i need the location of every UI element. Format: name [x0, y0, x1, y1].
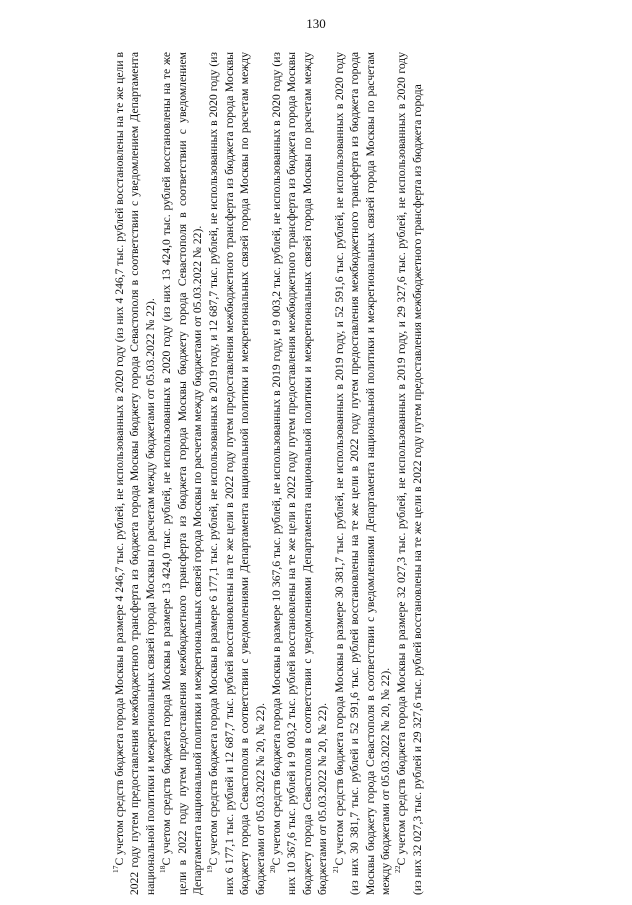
footnote-marker: 18 [158, 865, 168, 873]
footnote-marker: 21 [330, 865, 340, 873]
footnote-18 [159, 52, 205, 895]
footnote-text: С учетом средств бюджета города Москвы в размере 30 381,7 тыс. рублей, не использованных в 2019 году, и 52 591,6 тыс. рублей, не использованных в 2020 году (из них 30 381,7 тыс. рублей и 52 591,6 тыс. рублей восстановлены на те же цели в 2022 году путем предоставления межбюджетного трансферта из бюджета города Москвы бюджету города Севастополя в соответствии с уведомлениями Департамента национальной политики и межрегиональных связей города Москвы по расчетам между бюджетами от 05.03.2022 № 20, № 22). [332, 52, 392, 895]
footnote-text: С учетом средств бюджета города Москвы в размере 6 177,1 тыс. рублей, не использованных в 2019 году, и 12 687,7 тыс. рублей, не использованных в 2020 году (из них 6 177,1 тыс. рублей и 12 687,7 тыс. рублей восстановлены на те же цели в 2022 году путем предоставления межбюджетного трансферта из бюджета города Москвы бюджету города Севастополя в соответствии с уведомлениями Департамента национальной политики и межрегиональных связей города Москвы по расчетам между бюджетами от 05.03.2022 № 20, № 22). [207, 52, 267, 895]
footnote-marker: 20 [268, 865, 278, 873]
footnote-text: С учетом средств бюджета города Москвы в размере 4 246,7 тыс. рублей, не использованных в 2020 году (из них 4 246,7 тыс. рублей восстановлены на те же цели в 2022 году путем предоставления межбюджетного трансферта из бюджета города Москвы бюджету города Севастополя в соответствии с уведомлением Департамента национальной политики и межрегиональных связей города Москвы по расчетам между бюджетами от 05.03.2022 № 22). [113, 52, 157, 895]
footnote-text: С учетом средств бюджета города Москвы в размере 32 027,3 тыс. рублей, не использованных в 2019 году, и 29 327,6 тыс. рублей, не использованных в 2020 году (из них 32 027,3 тыс. рублей и 29 327,6 тыс. рублей восстановлены на те же цели в 2022 году путем предоставления межбюджетного трансферта из бюджета города [395, 52, 424, 895]
footnote-marker: 17 [111, 865, 121, 873]
footnote-marker: 22 [393, 865, 403, 873]
footnote-text: С учетом средств бюджета города Москвы в размере 13 424,0 тыс. рублей, не использованных в 2020 году (из них 13 424,0 тыс. рублей восстановлены на те же цели в 2022 году путем предоставления межбюджетного трансферта из бюджета города Москвы бюджету города Севастополя в соответствии с уведомлением Департамента национальной политики и межрегиональных связей города Москвы по расчетам между бюджетами от 05.03.2022 № 22). [160, 52, 205, 895]
footnote-22 [394, 52, 425, 895]
footnote-21 [332, 52, 394, 895]
footnote-20 [269, 52, 331, 895]
footnote-19 [206, 52, 268, 895]
footnote-marker: 19 [205, 865, 215, 873]
footnote-text: С учетом средств бюджета города Москвы в размере 10 367,6 тыс. рублей, не использованных в 2019 году, и 9 003,2 тыс. рублей, не использованных в 2020 году (из них 10 367,6 тыс. рублей и 9 003,2 тыс. рублей восстановлены на те же цели в 2022 году путем предоставления межбюджетного трансферта из бюджета города Москвы бюджету города Севастополя в соответствии с уведомлениями Департамента национальной политики и межрегиональных связей города Москвы по расчетам между бюджетами от 05.03.2022 № 20, № 22). [270, 52, 330, 895]
rotated-footnotes-block [112, 52, 620, 895]
footnote-17 [112, 52, 158, 895]
page-number: 130 [306, 16, 326, 31]
